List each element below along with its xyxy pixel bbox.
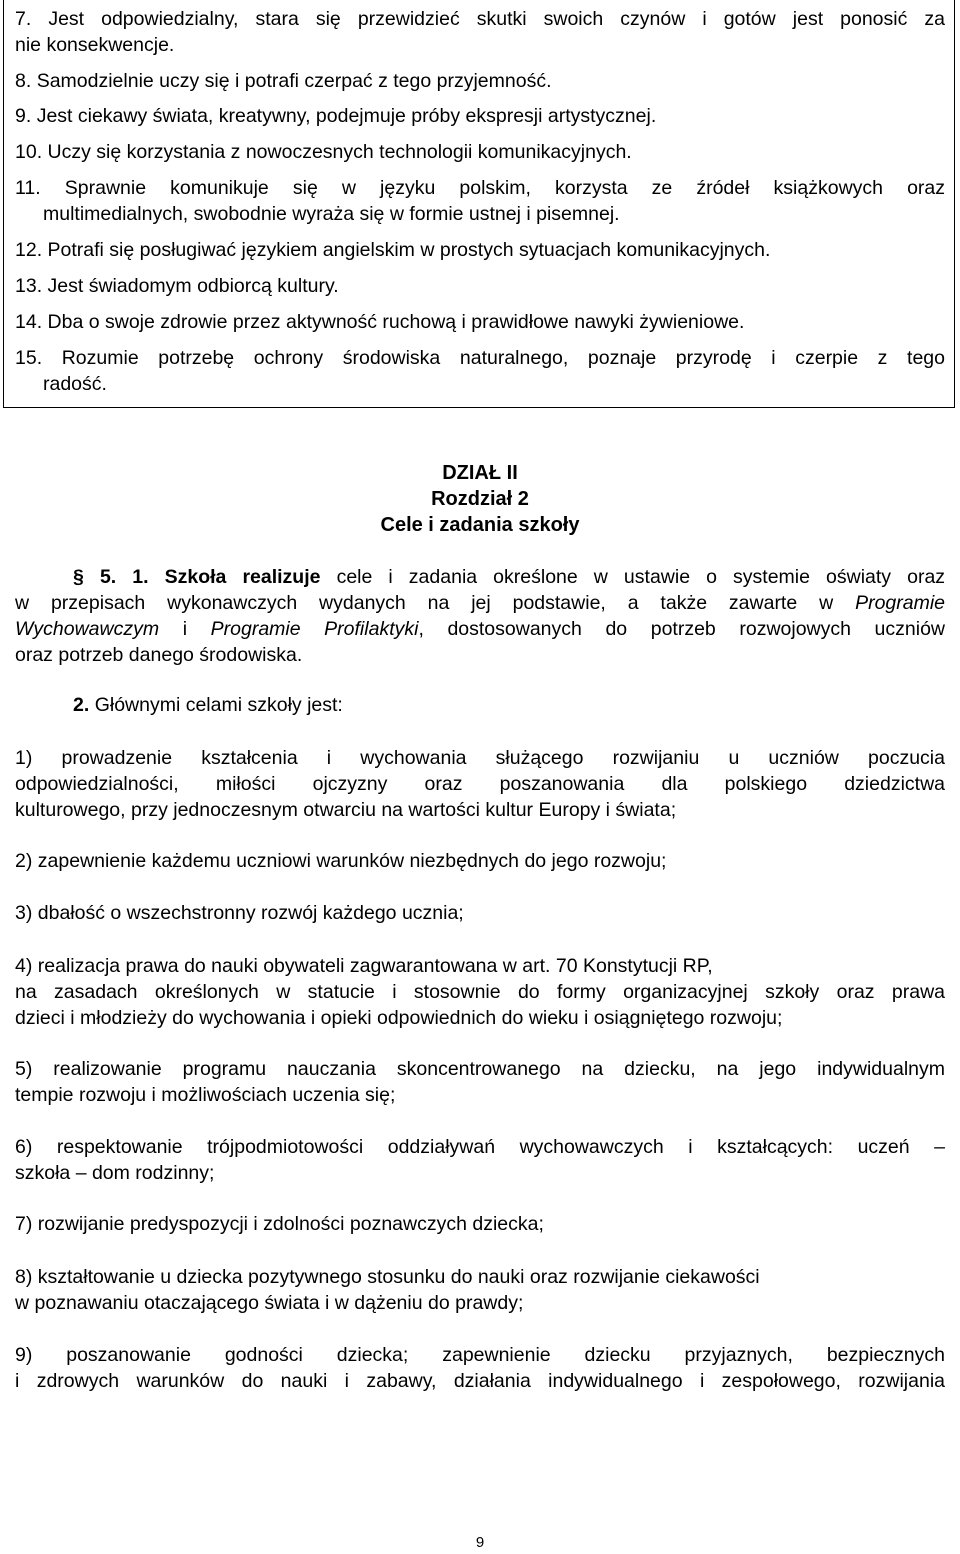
item-text: Samodzielnie uczy się i potrafi czerpać z tego przyjemność. [36, 70, 552, 92]
item-text: Sprawnie komunikuje się w języku polskim, korzysta ze źródeł książkowych oraz [64, 177, 946, 199]
item-number: 11. [15, 177, 41, 199]
goal-line: 5) realizowanie programu nauczania skoncentrowanego na dziecku, na jego indywidualnym [15, 1058, 945, 1080]
goal-line: 1) prowadzenie kształcenia i wychowania służącego rozwijaniu u uczniów poczucia [15, 747, 945, 769]
goal-3 [15, 900, 945, 926]
list-item-9 [15, 103, 945, 129]
section-heading: DZIAŁ II [442, 462, 518, 484]
list-item-15 [15, 345, 945, 397]
goal-line: szkoła – dom rodzinny; [15, 1162, 215, 1184]
item-text: Dba o swoje zdrowie przez aktywność ruchową i prawidłowe nawyki żywieniowe. [47, 311, 745, 333]
chapter-heading: Rozdział 2 [431, 488, 529, 510]
list-item-7 [15, 6, 945, 58]
list-item-14 [15, 309, 945, 335]
bold-lead: Szkoła realizuje [164, 566, 321, 588]
point-2 [15, 692, 945, 718]
text: Głównymi celami szkoły jest: [94, 694, 343, 716]
point-number: 2. [73, 694, 90, 716]
item-text-cont: nie konsekwencje. [15, 34, 175, 56]
item-text-cont: radość. [43, 373, 107, 395]
item-text: Jest świadomym odbiorcą kultury. [47, 275, 339, 297]
list-item-13 [15, 273, 945, 299]
text: oraz potrzeb danego środowiska. [15, 644, 303, 666]
item-number: 9. [15, 105, 32, 127]
item-text-cont: multimedialnych, swobodnie wyraża się w formie ustnej i pisemnej. [43, 203, 620, 225]
list-item-8 [15, 68, 945, 94]
item-text: Jest odpowiedzialny, stara się przewidzieć skutki swoich czynów i gotów jest ponosić za [48, 8, 945, 30]
chapter-title: Cele i zadania szkoły [380, 514, 580, 536]
item-text: Uczy się korzystania z nowoczesnych technologii komunikacyjnych. [47, 141, 632, 163]
paragraph-5-1 [15, 564, 945, 668]
goal-8 [15, 1264, 945, 1316]
text: i [182, 618, 188, 640]
item-number: 8. [15, 70, 32, 92]
italic-text: Programie [855, 592, 946, 614]
item-text: Potrafi się posługiwać językiem angielskim w prostych sytuacjach komunikacyjnych. [47, 239, 771, 261]
goal-line: 3) dbałość o wszechstronny rozwój każdego ucznia; [15, 902, 464, 924]
paragraph-symbol: § [73, 566, 84, 588]
item-text: Jest ciekawy świata, kreatywny, podejmuje próby ekspresji artystycznej. [36, 105, 657, 127]
item-number: 12. [15, 239, 43, 261]
goal-2 [15, 848, 945, 874]
goal-line: tempie rozwoju i możliwościach uczenia się; [15, 1084, 396, 1106]
item-number: 10. [15, 141, 43, 163]
goal-line: 6) respektowanie trójpodmiotowości oddziaływań wychowawczych i kształcących: uczeń – [15, 1136, 945, 1158]
goal-line: 8) kształtowanie u dziecka pozytywnego stosunku do nauki oraz rozwijanie ciekawości [15, 1266, 760, 1288]
goal-line: 9) poszanowanie godności dziecka; zapewnienie dziecku przyjaznych, bezpiecznych [15, 1344, 945, 1366]
goal-5 [15, 1056, 945, 1108]
item-text: Rozumie potrzebę ochrony środowiska naturalnego, poznaje przyrodę i czerpie z tego [61, 347, 945, 369]
goal-6 [15, 1134, 945, 1186]
text: w przepisach wykonawczych wydanych na jej podstawie, a także zawarte w [15, 592, 834, 614]
goal-1 [15, 745, 945, 823]
page-number: 9 [475, 1534, 485, 1551]
italic-text: Programie Profilaktyki [210, 618, 419, 640]
goal-line: w poznawaniu otaczającego świata i w dążeniu do prawdy; [15, 1292, 524, 1314]
goal-line: na zasadach określonych w statucie i stosownie do formy organizacyjnej szkoły oraz prawa [15, 981, 945, 1003]
goal-line: 4) realizacja prawa do nauki obywateli zagwarantowana w art. 70 Konstytucji RP, [15, 955, 713, 977]
item-number: 15. [15, 347, 43, 369]
goal-4 [15, 953, 945, 1031]
list-item-12 [15, 237, 945, 263]
goal-7 [15, 1211, 945, 1237]
text: , dostosowanych do potrzeb rozwojowych uczniów [418, 618, 946, 640]
paragraph-number: 5. 1. [99, 566, 149, 588]
goal-line: dzieci i młodzieży do wychowania i opieki odpowiednich do wieku i osiągniętego rozwoju; [15, 1007, 783, 1029]
item-number: 7. [15, 8, 32, 30]
italic-text: Wychowawczym [15, 618, 160, 640]
goal-9 [15, 1342, 945, 1394]
text: cele i zadania określone w ustawie o systemie oświaty oraz [336, 566, 946, 588]
goal-line: kulturowego, przy jednoczesnym otwarciu na wartości kultur Europy i świata; [15, 799, 677, 821]
goal-line: i zdrowych warunków do nauki i zabawy, działania indywidualnego i zespołowego, rozwijania [15, 1370, 945, 1392]
goal-line: 2) zapewnienie każdemu uczniowi warunków niezbędnych do jego rozwoju; [15, 850, 667, 872]
list-item-10 [15, 139, 945, 165]
item-number: 14. [15, 311, 43, 333]
goal-line: 7) rozwijanie predyspozycji i zdolności poznawczych dziecka; [15, 1213, 544, 1235]
list-item-11 [15, 175, 945, 227]
item-number: 13. [15, 275, 43, 297]
goal-line: odpowiedzialności, miłości ojczyzny oraz poszanowania dla polskiego dziedzictwa [15, 773, 945, 795]
